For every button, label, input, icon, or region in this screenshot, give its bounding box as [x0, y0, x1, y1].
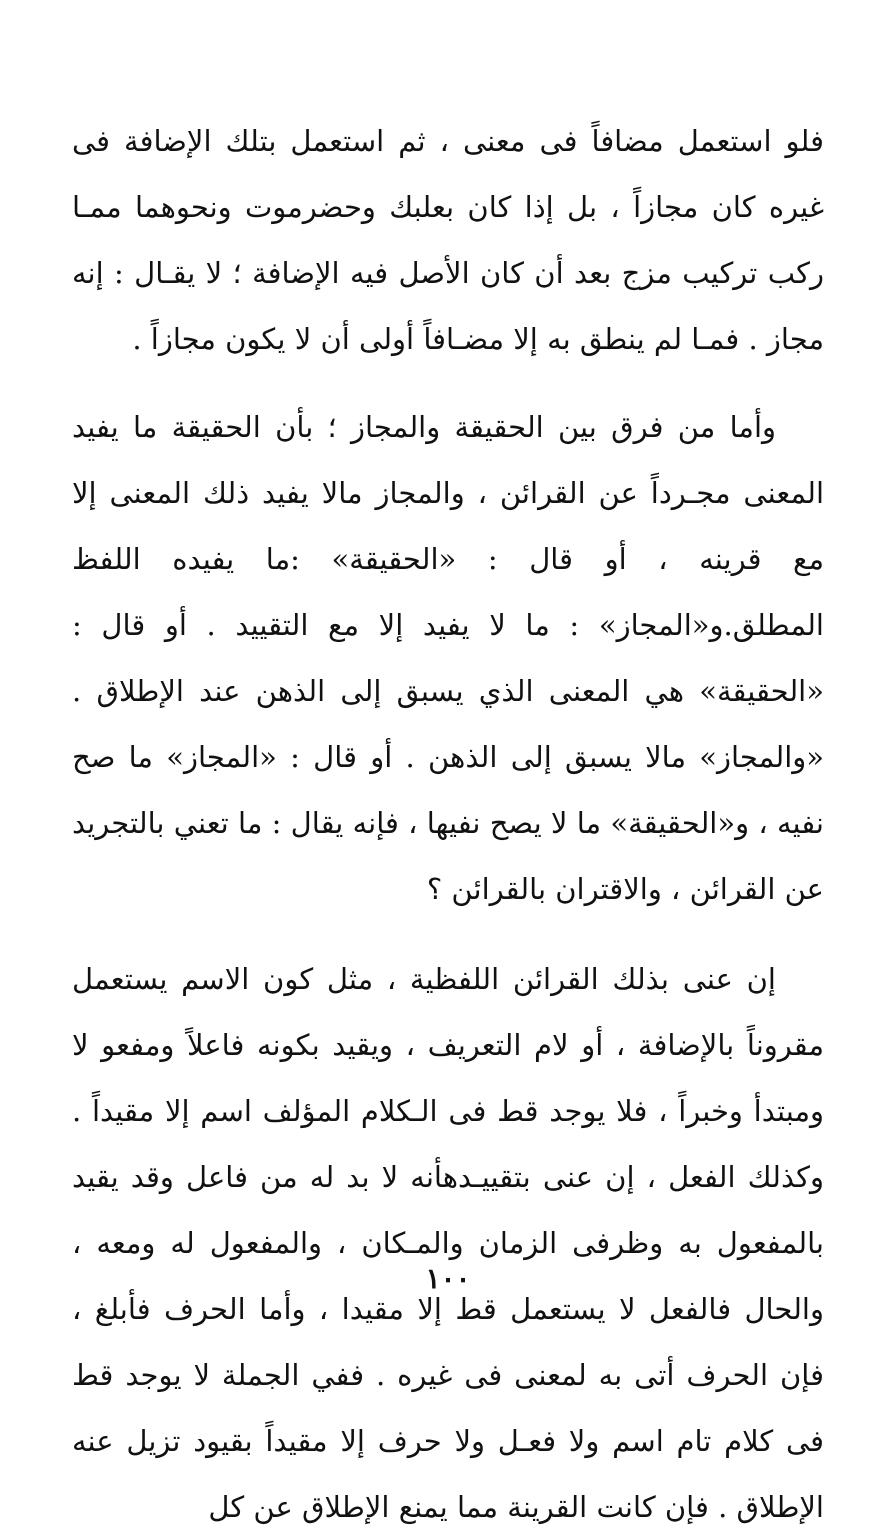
page-number: ١٠٠ [425, 1262, 471, 1295]
body-text [72, 108, 824, 1540]
paragraph-2: وأما من فرق بين الحقيقة والمجاز ؛ بأن الحقيقة ما يفيد المعنى مجـرداً عن القرائن ، والمجاز مالا يفيد ذلك المعنى إلا مع قرينه ، أو قال : «الحقيقة» :ما يفيده اللفظ المطلق.و«المجاز» : ما لا يفيد إلا مع التقييد . أو قال : «الحقيقة» هي المعنى الذي يسبق إلى الذهن عند الإطلاق . «والمجاز» مالا يسبق إلى الذهن . أو قال : «المجاز» ما صح نفيه ، و«الحقيقة» ما لا يصح نفيها ، فإنه يقال : ما تعني بالتجريد عن القرائن ، والاقتران بالقرائن ؟ [72, 410, 824, 906]
paragraph-3: إن عنى بذلك القرائن اللفظية ، مثل كون الاسم يستعمل مقروناً بالإضافة ، أو لام التعريف ، ويقيد بكونه فاعلاً ومفعو لا ومبتدأ وخبراً ، فلا يوجد قط فى الـكلام المؤلف اسم إلا مقيداً . وكذلك الفعل ، إن عنى بتقييـدهأنه لا بد له من فاعل وقد يقيد بالمفعول به وظرفى الزمان والمـكان ، والمفعول له ومعه ، والحال فالفعل لا يستعمل قط إلا مقيدا ، وأما الحرف فأبلغ ، فإن الحرف أتى به لمعنى فى غيره . ففي الجملة لا يوجد قط فى كلام تام اسم ولا فعـل ولا حرف إلا مقيداً بقيود تزيل عنه الإطلاق . فإن كانت القرينة مما يمنع الإطلاق عن كل [72, 962, 824, 1524]
paragraph-1: فلو استعمل مضافاً فى معنى ، ثم استعمل بتلك الإضافة فى غيره كان مجازاً ، بل إذا كان بعلبك وحضرموت ونحوهما ممـا ركب تركيب مزج بعد أن كان الأصل فيه الإضافة ؛ لا يقـال : إنه مجاز . فمـا لم ينطق به إلا مضـافاً أولى أن لا يكون مجازاً . [72, 124, 824, 356]
